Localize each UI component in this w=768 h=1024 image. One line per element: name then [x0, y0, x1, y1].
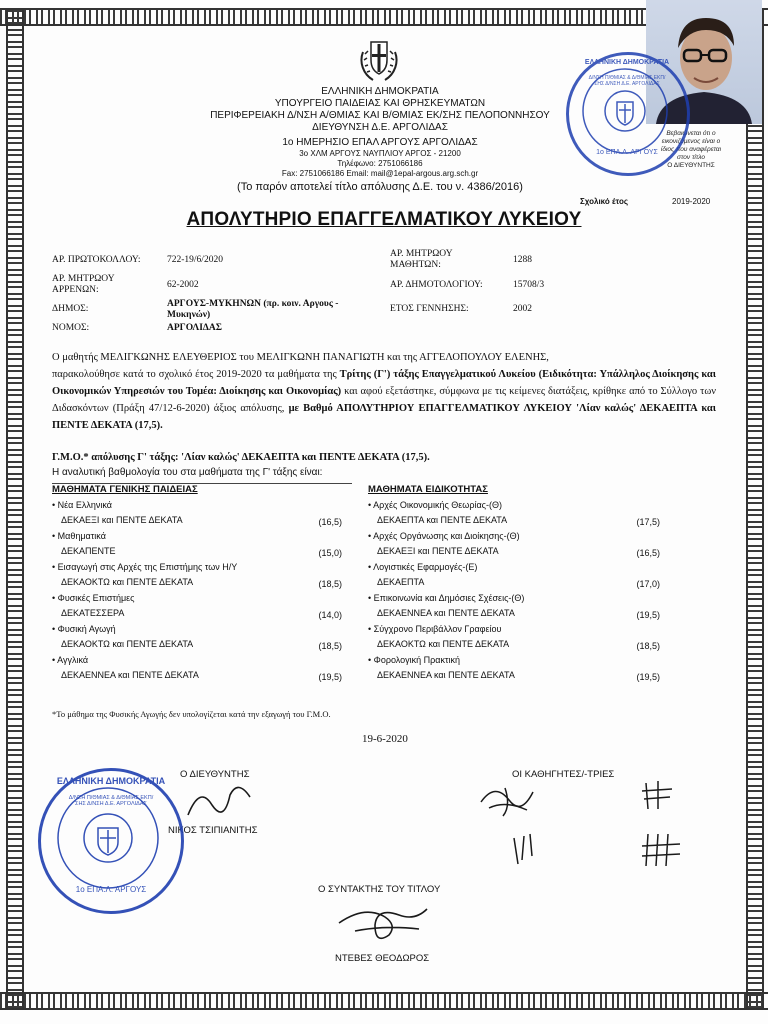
subject-score: (18,5) — [318, 641, 342, 651]
general-subjects-header: ΜΑΘΗΜΑΤΑ ΓΕΝΙΚΗΣ ΠΑΙΔΕΙΑΣ — [52, 484, 198, 495]
subject-row — [368, 655, 660, 686]
coat-of-arms-icon — [357, 34, 401, 84]
municipality-label: ΔΗΜΟΣ: — [52, 304, 89, 314]
teachers-title: ΟΙ ΚΑΘΗΓΗΤΕΣ/-ΤΡΙΕΣ — [512, 769, 615, 780]
subject-name: • Εισαγωγή στις Αρχές της Επιστήμης των Η/Υ — [52, 562, 238, 572]
subject-row — [368, 500, 660, 531]
registry-students-value: 1288 — [513, 255, 532, 265]
header-line: ΥΠΟΥΡΓΕΙΟ ΠΑΙΔΕΙΑΣ ΚΑΙ ΘΡΗΣΚΕΥΜΑΤΩΝ — [274, 98, 486, 109]
school-name: 1ο ΗΜΕΡΗΣΙΟ ΕΠΑΛ ΑΡΓΟΥΣ ΑΡΓΟΛΙΔΑΣ — [282, 137, 478, 148]
subject-name: • Φυσική Αγωγή — [52, 624, 116, 634]
school-phone: Τηλέφωνο: 2751066186 — [337, 159, 423, 168]
subject-grade: ΔΕΚΑΟΚΤΩ και ΠΕΝΤΕ ΔΕΚΑΤΑ — [377, 639, 510, 649]
title-law-note: (Το παρόν αποτελεί τίτλο απόλυσης Δ.Ε. του ν. 4386/2016) — [237, 181, 523, 193]
subject-grade: ΔΕΚΑΠΕΝΤΕ — [61, 546, 116, 556]
subject-name: • Φυσικές Επιστήμες — [52, 593, 135, 603]
director-name: ΝΙΚΟΣ ΤΣΙΠΙΑΝΙΤΗΣ — [168, 825, 258, 836]
birth-year-value: 2002 — [513, 304, 532, 314]
school-year-value: 2019-2020 — [672, 197, 711, 206]
subject-score: (15,0) — [318, 548, 342, 558]
subject-row — [52, 500, 342, 531]
subject-grade: ΔΕΚΑΕΠΤΑ — [377, 577, 425, 587]
prefecture-label: ΝΟΜΟΣ: — [52, 323, 90, 333]
final-grade: με Βαθμό ΑΠΟΛΥΤΗΡΙΟΥ ΕΠΑΓΓΕΛΜΑΤΙΚΟΥ ΛΥΚΕΙΟΥ 'Λίαν καλώς' ΔΕΚΑΕΠΤΑ και ΠΕΝΤΕ ΔΕΚΑΤΑ (17,5). — [52, 403, 716, 431]
header-line: ΕΛΛΗΝΙΚΗ ΔΗΜΟΚΡΑΤΙΑ — [321, 86, 439, 97]
subject-grade: ΔΕΚΑΤΕΣΣΕΡΑ — [61, 608, 125, 618]
municipal-label: ΑΡ. ΔΗΜΟΤΟΛΟΓΙΟΥ: — [390, 280, 483, 290]
school-year-label: Σχολικό έτος — [580, 197, 628, 206]
subject-score: (17,0) — [636, 579, 660, 589]
header-line: ΠΕΡΙΦΕΡΕΙΑΚΗ Δ/ΝΣΗ Α/ΘΜΙΑΣ ΚΑΙ Β/ΘΜΙΑΣ ΕΚ/ΣΗΣ ΠΕΛΟΠΟΝΝΗΣΟΥ — [210, 110, 550, 121]
attendance-text: παρακολούθησε κατά το σχολικό έτος 2019-2020 τα μαθήματα της — [52, 369, 340, 380]
exam-text: και αφού εξετάστηκε, σύμφωνα με τις κείμενες διατάξεις, κρίθηκε από το Σύλλογο των Διδασκόντων (Πράξη 47/12-6-2020) άξιος απόλυσης, — [52, 386, 716, 414]
subject-score: (14,0) — [318, 610, 342, 620]
subject-grade: ΔΕΚΑΕΝΝΕΑ και ΠΕΝΤΕ ΔΕΚΑΤΑ — [377, 608, 515, 618]
subject-name: • Φορολογική Πρακτική — [368, 655, 461, 665]
subject-score: (16,5) — [636, 548, 660, 558]
meander-border-bottom — [0, 992, 768, 1010]
municipality-value: ΑΡΓΟΥΣ-ΜΥΚΗΝΩΝ (πρ. κοιν. Αργους - Μυκηνών) — [167, 299, 339, 320]
subject-score: (19,5) — [636, 672, 660, 682]
compiler-signature — [335, 895, 435, 951]
subject-score: (18,5) — [636, 641, 660, 651]
footnote: *Το μάθημα της Φυσικής Αγωγής δεν υπολογίζεται κατά την εξαγωγή του Γ.Μ.Ο. — [52, 709, 331, 719]
subject-row — [368, 531, 660, 562]
subject-score: (17,5) — [636, 517, 660, 527]
teacher-signature-4 — [640, 830, 684, 870]
compiler-name: ΝΤΕΒΕΣ ΘΕΟΔΩΡΟΣ — [335, 953, 430, 964]
subject-name: • Λογιστικές Εφαρμογές-(Ε) — [368, 562, 478, 572]
photo-caption-line: στον τίτλο — [677, 154, 705, 161]
school-fax-email: Fax: 2751066186 Email: mail@1epal-argous.arg.sch.gr — [281, 169, 479, 178]
subject-name: • Αγγλικά — [52, 655, 89, 665]
protocol-value: 722-19/6/2020 — [167, 255, 223, 265]
subject-name: • Νέα Ελληνικά — [52, 500, 112, 510]
subject-grade: ΔΕΚΑΕΞΙ και ΠΕΝΤΕ ΔΕΚΑΤΑ — [61, 515, 183, 525]
subject-row — [52, 531, 342, 562]
stamp-text-top: ΕΛΛΗΝΙΚΗ ΔΗΜΟΚΡΑΤΙΑ — [56, 776, 166, 786]
stamp-text-ring: Δ/ΝΣΗ Π/ΘΜΙΑΣ & Δ/ΘΜΙΑΣ ΕΚΠ/ΣΗΣ Δ/ΝΣΗ Δ.Ε. ΑΡΓΟΛΙΔΑΣ — [68, 795, 154, 807]
subject-score: (19,5) — [318, 672, 342, 682]
subject-name: • Σύγχρονο Περιβάλλον Γραφείου — [368, 624, 502, 634]
meander-border-left — [6, 8, 24, 1008]
teacher-signature-3 — [508, 830, 538, 870]
subject-grade: ΔΕΚΑΕΠΤΑ και ΠΕΝΤΕ ΔΕΚΑΤΑ — [377, 515, 508, 525]
student-line: Ο μαθητής ΜΕΛΙΓΚΩΝΗΣ ΕΛΕΥΘΕΡΙΟΣ του ΜΕΛΙΓΚΩΝΗ ΠΑΝΑΓΙΩΤΗ και της ΑΓΓΕΛΟΠΟΥΛΟΥ ΕΛΕΝΗΣ, — [52, 352, 549, 363]
header-block — [170, 86, 590, 179]
protocol-label: ΑΡ. ΠΡΩΤΟΚΟΛΛΟΥ: — [52, 255, 141, 265]
subject-name: • Μαθηματικά — [52, 531, 106, 541]
registry-males-value: 62-2002 — [167, 280, 199, 290]
photo-caption-line: εικονιζόμενος είναι ο — [661, 138, 721, 145]
subject-grade: ΔΕΚΑΟΚΤΩ και ΠΕΝΤΕ ΔΕΚΑΤΑ — [61, 639, 194, 649]
subject-score: (18,5) — [318, 579, 342, 589]
gmo-line: Γ.Μ.Ο.* απόλυσης Γ' τάξης: 'Λίαν καλώς' ΔΕΚΑΕΠΤΑ και ΠΕΝΤΕ ΔΕΚΑΤΑ (17,5). — [52, 452, 430, 463]
header-line: ΔΙΕΥΘΥΝΣΗ Δ.Ε. ΑΡΓΟΛΙΔΑΣ — [312, 122, 448, 133]
teacher-signature-1 — [475, 780, 545, 820]
specialty-subjects-header: ΜΑΘΗΜΑΤΑ ΕΙΔΙΚΟΤΗΤΑΣ — [368, 484, 488, 495]
subject-score: (19,5) — [636, 610, 660, 620]
stamp-text-top: ΕΛΛΗΝΙΚΗ ΔΗΜΟΚΡΑΤΙΑ — [584, 59, 670, 66]
director-signature — [180, 775, 260, 825]
school-stamp-top — [566, 52, 690, 176]
subject-grade: ΔΕΚΑΟΚΤΩ και ΠΕΝΤΕ ΔΕΚΑΤΑ — [61, 577, 194, 587]
subject-name: • Αρχές Οργάνωσης και Διοίκησης-(Θ) — [368, 531, 520, 541]
birth-year-label: ΕΤΟΣ ΓΕΝΝΗΣΗΣ: — [390, 304, 469, 314]
subject-score: (16,5) — [318, 517, 342, 527]
specialty-subjects-list — [368, 500, 660, 686]
registry-students-label: ΑΡ. ΜΗΤΡΩΟΥ ΜΑΘΗΤΩΝ: — [390, 249, 453, 270]
subject-grade: ΔΕΚΑΕΝΝΕΑ και ΠΕΝΤΕ ΔΕΚΑΤΑ — [61, 670, 199, 680]
municipal-value: 15708/3 — [513, 280, 545, 290]
photo-caption-line: ίδιος που αναφέρεται — [660, 146, 722, 153]
teacher-signature-2 — [638, 775, 678, 815]
stamp-text-bottom: 1ο ΕΠΑ.Λ. ΑΡΓΟΥΣ — [596, 149, 658, 156]
school-stamp-bottom — [38, 768, 184, 914]
subject-row — [368, 593, 660, 624]
prefecture-value: ΑΡΓΟΛΙΔΑΣ — [167, 323, 222, 333]
detail-intro: Η αναλυτική βαθμολογία του στα μαθήματα της Γ' τάξης είναι: — [52, 467, 323, 478]
general-subjects-list — [52, 500, 342, 686]
certificate-body — [52, 349, 716, 434]
class-specialty: Τρίτης (Γ') τάξης Επαγγελματικού Λυκείου (Ειδικότητα: Υπάλληλος Διοίκησης και Οικονομικών Υπηρεσιών του Τομέα: Διοίκησης και Οικονομίας) — [52, 369, 716, 397]
subject-grade: ΔΕΚΑΕΝΝΕΑ και ΠΕΝΤΕ ΔΕΚΑΤΑ — [377, 670, 515, 680]
subject-row — [52, 624, 342, 655]
meander-border-right — [746, 8, 764, 1008]
subject-row — [52, 593, 342, 624]
document-title: ΑΠΟΛΥΤΗΡΙΟ ΕΠΑΓΓΕΛΜΑΤΙΚΟΥ ΛΥΚΕΙΟΥ — [186, 209, 582, 230]
subject-name: • Επικοινωνία και Δημόσιες Σχέσεις-(Θ) — [368, 593, 525, 603]
photo-caption-line: Βεβαιώνεται ότι ο — [666, 130, 716, 137]
subject-row — [52, 655, 342, 686]
subject-name: • Αρχές Οικονομικής Θεωρίας-(Θ) — [368, 500, 502, 510]
director-title: Ο ΔΙΕΥΘΥΝΤΗΣ — [180, 769, 250, 780]
registry-males-label: ΑΡ. ΜΗΤΡΩΟΥ ΑΡΡΕΝΩΝ: — [52, 274, 115, 295]
subject-grade: ΔΕΚΑΕΞΙ και ΠΕΝΤΕ ΔΕΚΑΤΑ — [377, 546, 499, 556]
subject-row — [368, 624, 660, 655]
subject-row — [52, 562, 342, 593]
photo-caption-line: Ο ΔΙΕΥΘΥΝΤΗΣ — [667, 162, 715, 169]
issue-date: 19-6-2020 — [362, 733, 408, 745]
subject-row — [368, 562, 660, 593]
compiler-title: Ο ΣΥΝΤΑΚΤΗΣ ΤΟΥ ΤΙΤΛΟΥ — [318, 884, 441, 895]
stamp-text-bottom: 1ο ΕΠΑ.Λ. ΑΡΓΟΥΣ — [75, 885, 147, 894]
school-address: 3ο ΧΛΜ ΑΡΓΟΥΣ ΝΑΥΠΛΙΟΥ ΑΡΓΟΣ - 21200 — [299, 149, 461, 158]
stamp-text-ring: Δ/ΝΣΗ Π/ΘΜΙΑΣ & Δ/ΘΜΙΑΣ ΕΚΠ/ΣΗΣ Δ/ΝΣΗ Δ.Ε. ΑΡΓΟΛΙΔΑΣ — [588, 75, 666, 87]
